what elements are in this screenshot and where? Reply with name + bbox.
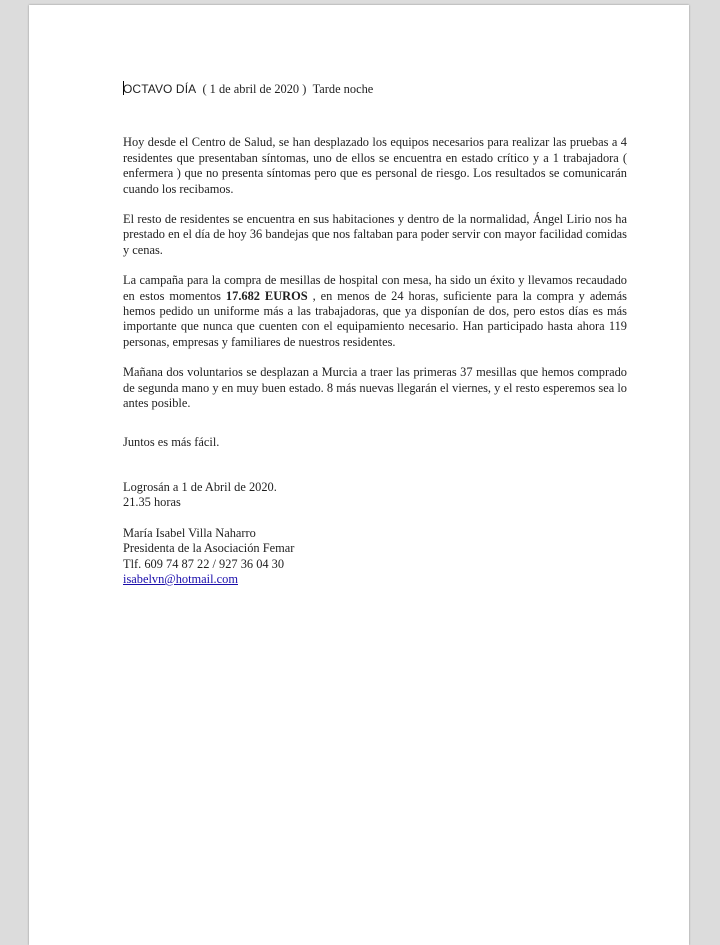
closing-line: Juntos es más fácil. (123, 434, 220, 449)
signature-name: María Isabel Villa Naharro (123, 525, 256, 540)
heading-time-of-day: Tarde noche (312, 82, 374, 96)
campaign-amount: 17.682 EUROS (225, 288, 308, 303)
paragraph-residents: El resto de residentes se encuentra en sus habitaciones y dentro de la normalidad, Ángel Lirio nos ha prestado en el día de hoy 36 bandejas que nos faltaban para poder servir con mayor facilidad comidas y cenas. (123, 212, 627, 257)
signature-email-link[interactable]: isabelvn@hotmail.com (123, 571, 238, 586)
signature-phone: Tlf. 609 74 87 22 / 927 36 04 30 (123, 556, 285, 571)
signature-role: Presidenta de la Asociación Femar (123, 541, 295, 556)
place-date-block (123, 480, 627, 511)
campaign-text-before: La campaña para la compra de mesillas de hospital con mesa, ha sido un éxito y llevamos recaudado en estos momentos (123, 273, 627, 303)
heading-title: OCTAVO DÍA (123, 82, 197, 96)
time-stamp: 21.35 horas (123, 495, 181, 510)
paragraph-campaign (123, 273, 627, 350)
campaign-text-after: , en menos de 24 horas, suficiente para la compra y además hemos pedido un uniforme más a las trabajadoras, que ya disponían de dos, pero estos días es más importante que nunca que cuenten con el equipamiento necesario. Han participado hasta ahora 119 personas, empresas y familiares de nuestros residentes. (123, 288, 627, 349)
paragraph-health-center: Hoy desde el Centro de Salud, se han desplazado los equipos necesarios para realizar las pruebas a 4 residentes que presentaban síntomas, uno de ellos se encuentra en estado crítico y a 1 trabajadora ( enfermera ) que no presenta síntomas pero que es personal de riesgo. Los resultados se comunicarán cuando los recibamos. (123, 135, 627, 196)
place-date: Logrosán a 1 de Abril de 2020. (123, 479, 277, 494)
heading-date: ( 1 de abril de 2020 ) (202, 82, 307, 96)
document-body (123, 81, 627, 587)
paragraph-volunteers: Mañana dos voluntarios se desplazan a Murcia a traer las primeras 37 mesillas que hemos comprado de segunda mano y en muy buen estado. 8 más nuevas llegarán el viernes, y el resto esperemos sea lo antes posible. (123, 365, 627, 411)
signature-block (123, 526, 627, 588)
document-heading (123, 81, 627, 97)
document-page (29, 5, 689, 945)
